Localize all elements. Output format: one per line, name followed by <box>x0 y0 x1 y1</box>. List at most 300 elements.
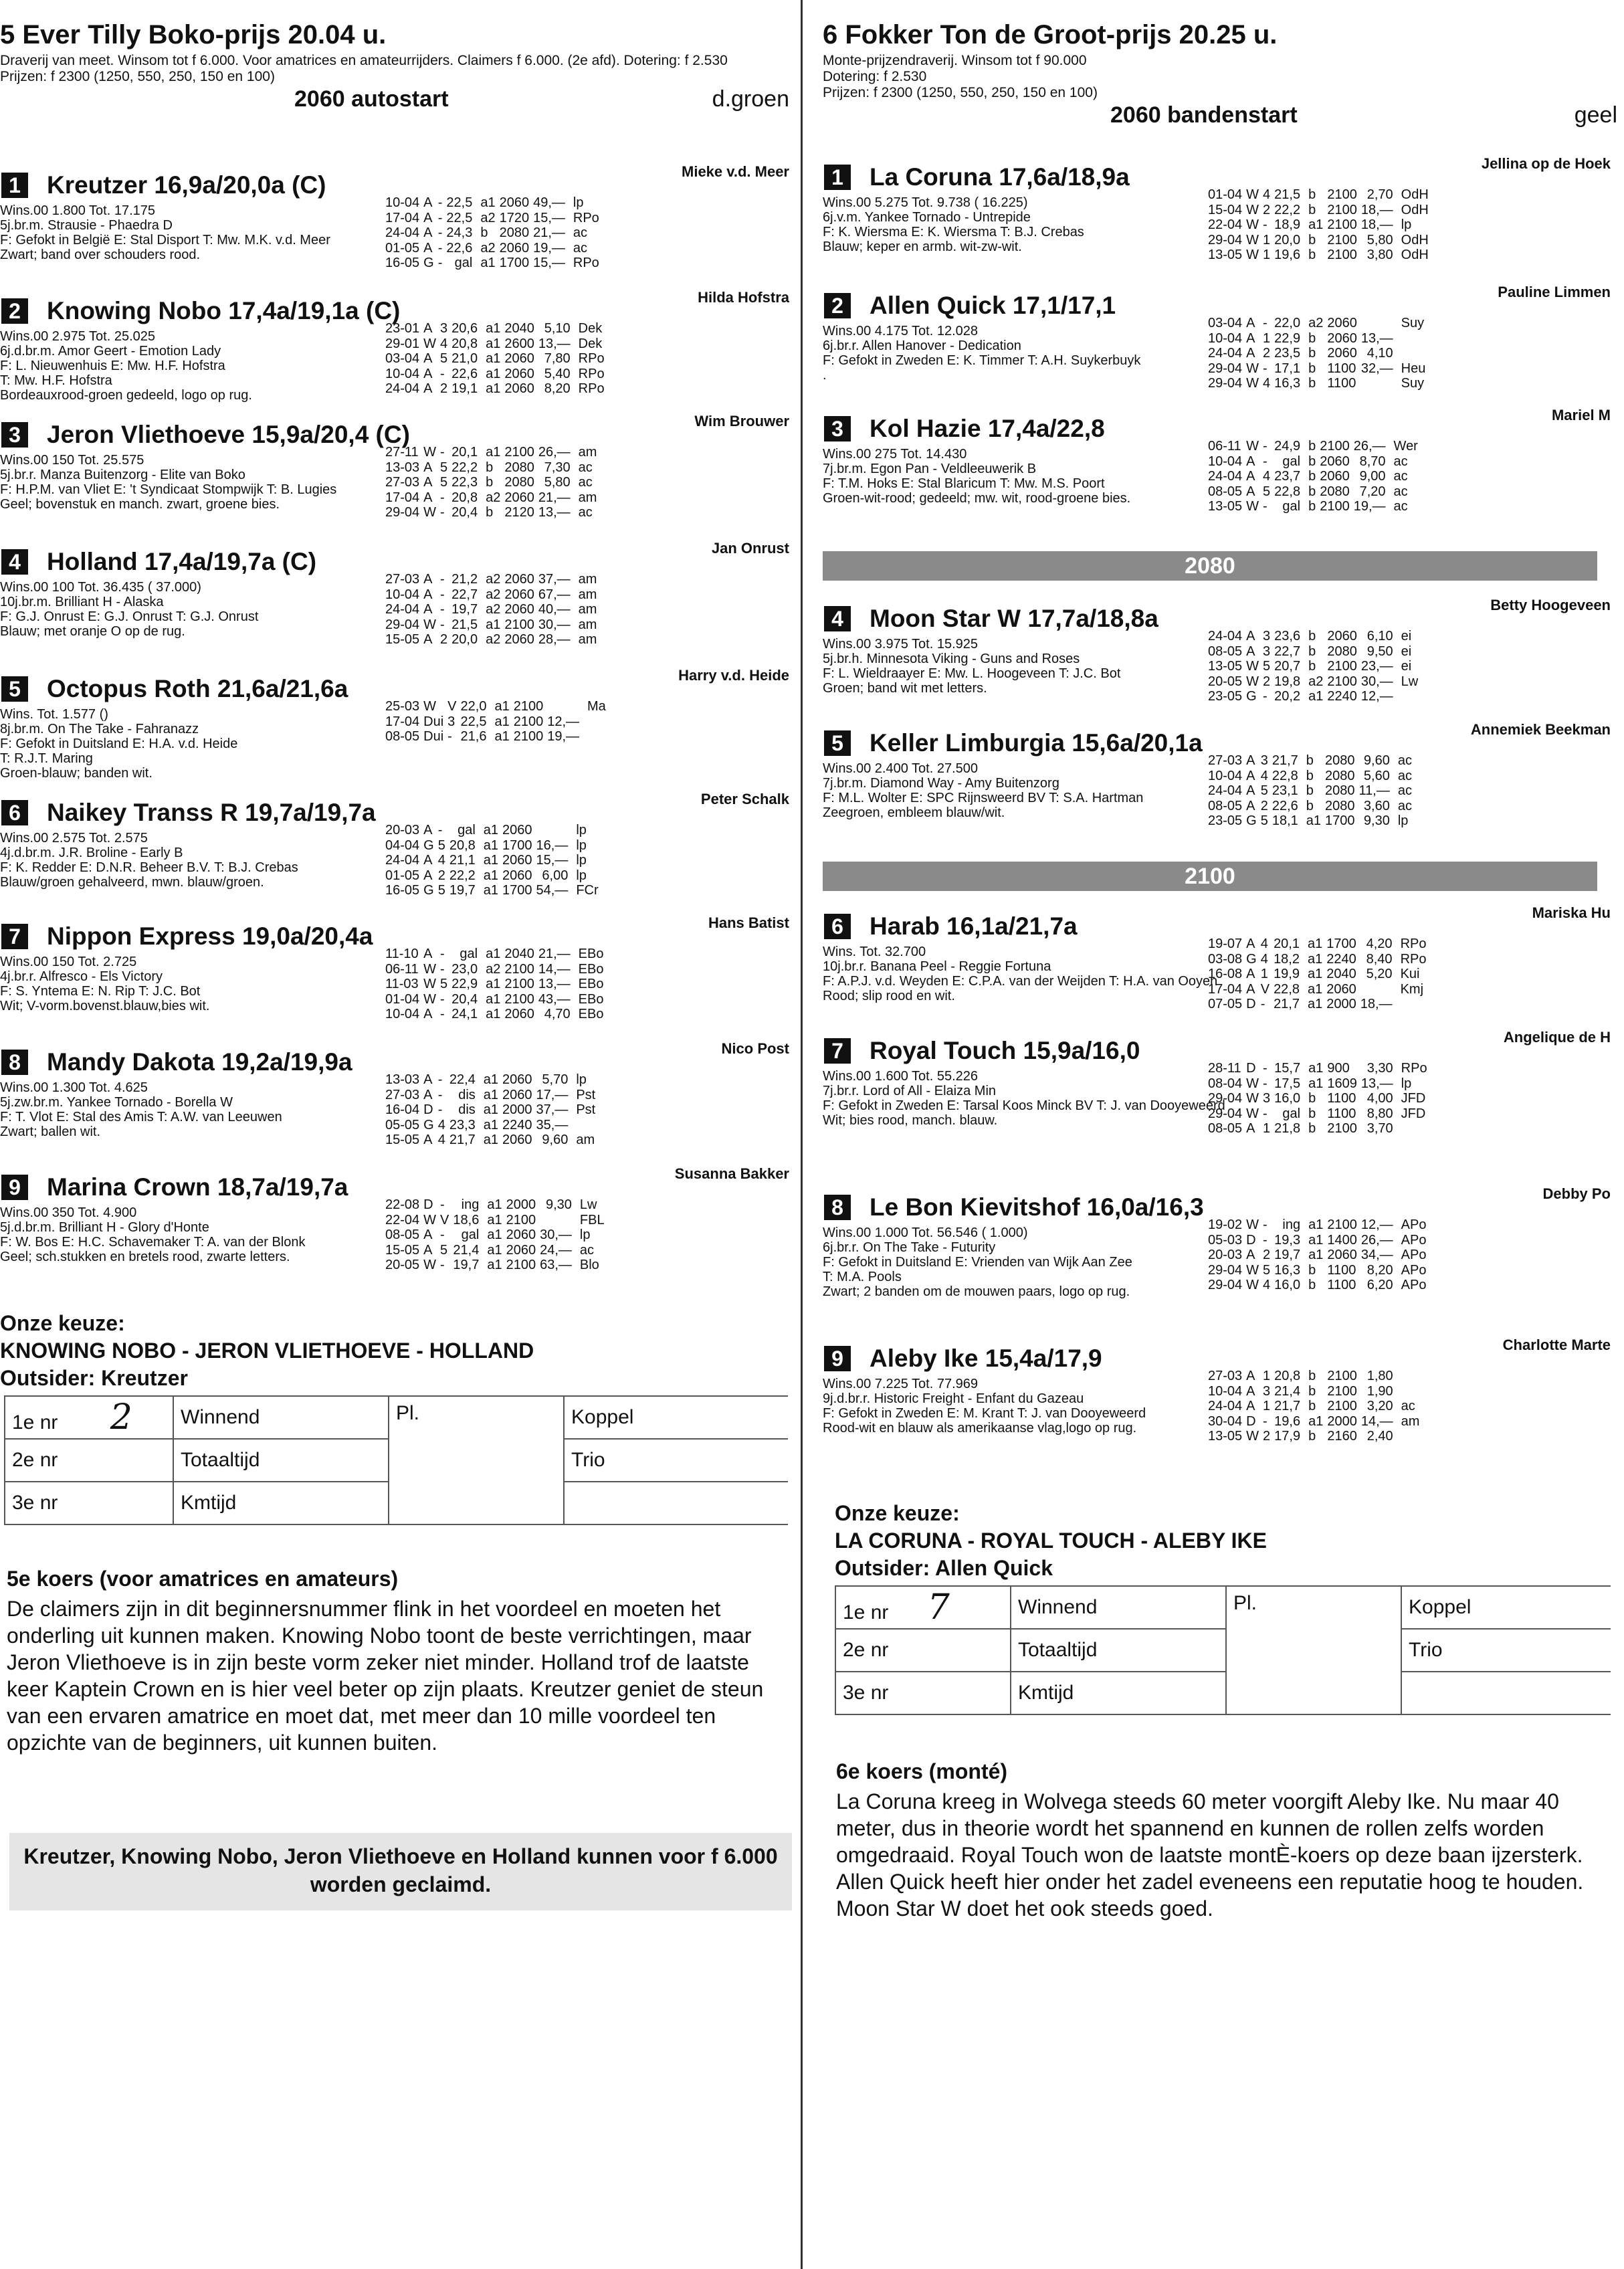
form-cell: a1 <box>483 1132 499 1147</box>
form-row <box>385 490 601 506</box>
horse-info-line: Wins.00 5.275 Tot. 9.738 ( 16.225) <box>823 195 1028 210</box>
form-cell: 18,— <box>1360 997 1393 1011</box>
form-row <box>1208 499 1422 514</box>
form-cell: 15-04 <box>1208 202 1243 217</box>
form-cell: 4 <box>437 1117 445 1132</box>
form-cell: - <box>440 617 445 632</box>
form-cell: b <box>1308 484 1316 499</box>
form-cell: a1 <box>483 1087 499 1102</box>
form-row <box>1208 952 1430 967</box>
horse-info-line: 5j.br.h. Minnesota Viking - Guns and Roses <box>823 652 1080 666</box>
form-cell: 9,00 <box>1359 469 1386 484</box>
horse-info-line: Rood-wit en blauw als amerikaanse vlag,logo op rug. <box>823 1421 1137 1436</box>
form-cell: A <box>1246 484 1255 499</box>
form-cell <box>1401 1121 1431 1137</box>
horse-number: 9 <box>1 1175 28 1200</box>
form-cell: b <box>1308 629 1316 644</box>
form-cell: 1100 <box>1327 376 1356 391</box>
horse-info-line: F: T. Vlot E: Stal des Amis T: A.W. van Leeuwen <box>0 1110 282 1124</box>
form-cell: - <box>440 1007 445 1021</box>
form-cell: 2160 <box>1327 1429 1357 1444</box>
form-cell: OdH <box>1401 187 1429 202</box>
form-cell: - <box>1263 1413 1267 1429</box>
form-cell: 2000 <box>1327 1413 1357 1429</box>
form-cell: D <box>423 1197 433 1212</box>
form-cell: 1 <box>1263 1121 1271 1136</box>
form-cell: A <box>423 381 433 396</box>
form-cell: 2100 <box>1327 1369 1357 1383</box>
form-cell: 4 <box>1263 376 1271 391</box>
form-cell: 7,30 <box>544 460 571 475</box>
horse-info-line: 5j.d.br.m. Brilliant H - Glory d'Honte <box>0 1220 209 1235</box>
form-cell: 3 <box>1263 1383 1271 1399</box>
form-cell: RPo <box>573 256 599 270</box>
bet-totaaltijd[interactable]: Totaaltijd <box>173 1439 389 1482</box>
form-row <box>1208 689 1422 704</box>
horse-name: Nippon Express 19,0a/20,4a <box>47 922 373 950</box>
form-cell: 2,40 <box>1366 1429 1393 1444</box>
form-cell: 29-04 <box>385 505 420 520</box>
driver-name: Annemiek Beekman <box>1470 721 1611 738</box>
form-cell: - <box>1263 1232 1267 1248</box>
form-cell: 6,10 <box>1366 629 1393 644</box>
form-cell: gal <box>458 823 476 837</box>
form-cell: 13,— <box>538 977 571 991</box>
form-cell: RPo <box>1401 1061 1427 1076</box>
horse-info <box>0 203 375 262</box>
form-cell: 04-04 <box>385 837 420 853</box>
form-cell: 2060 <box>1327 346 1357 361</box>
form-cell: 1,90 <box>1366 1383 1393 1399</box>
form-cell: 2060 <box>504 381 534 396</box>
form-row <box>385 1213 609 1228</box>
bet-row-label: 1e nr 7 <box>835 1586 1011 1629</box>
form-cell: 19,3 <box>1274 1232 1301 1248</box>
form-cell: 2060 <box>1326 981 1356 997</box>
form-cell: A <box>423 210 433 225</box>
form-row <box>385 977 607 992</box>
form-cell: 27-03 <box>385 1087 420 1102</box>
horse-info-line: F: K. Redder E: D.N.R. Beheer B.V. T: B.J. Crebas <box>0 860 298 875</box>
form-cell: 27-03 <box>385 475 420 490</box>
form-cell: 16,0 <box>1274 1278 1301 1292</box>
form-cell: 08-05 <box>1208 484 1243 499</box>
horse-info-line: Wins. Tot. 1.577 () <box>0 707 108 722</box>
form-cell: W <box>423 1212 437 1227</box>
form-cell: 21,— <box>533 225 565 240</box>
form-cell: 2060 <box>502 853 532 868</box>
form-cell: 9,60 <box>542 1132 569 1147</box>
bet-place[interactable]: Pl. <box>1226 1586 1401 1714</box>
form-cell: 27-03 <box>1208 753 1243 768</box>
form-cell: - <box>437 210 443 225</box>
choice-label: Onze keuze: <box>835 1501 960 1525</box>
form-row <box>385 699 610 714</box>
form-cell: A <box>423 1242 433 1258</box>
form-cell: - <box>440 1227 445 1242</box>
form-cell: - <box>447 729 452 744</box>
form-cell: 21,0 <box>451 351 478 366</box>
horse-number: 7 <box>824 1038 851 1064</box>
form-cell: 9,60 <box>1363 753 1390 768</box>
horse-name: Holland 17,4a/19,7a (C) <box>47 548 317 575</box>
form-cell: 2100 <box>1327 674 1357 689</box>
form-cell: - <box>440 1258 445 1272</box>
form-row <box>385 853 603 868</box>
form-cell: 24-04 <box>385 225 420 240</box>
form-cell: W <box>1246 499 1259 514</box>
form-cell: 11,— <box>1358 783 1390 798</box>
form-cell: 22,5 <box>460 714 487 729</box>
form-row <box>1208 1091 1431 1106</box>
form-cell: 22,3 <box>451 475 478 490</box>
form-cell: - <box>1260 997 1265 1011</box>
form-cell: 2240 <box>1327 689 1357 704</box>
form-cell: 3 <box>1260 753 1268 768</box>
horse-info <box>823 447 1197 506</box>
horse-info-line: F: M.L. Wolter E: SPC Rijnsweerd BV T: S.A. Hartman <box>823 791 1144 805</box>
bet-row-label: 2e nr <box>835 1629 1011 1672</box>
form-cell: 29-04 <box>1208 1262 1243 1278</box>
horse-info-line: F: T.M. Hoks E: Stal Blaricum T: Mw. M.S. Poort <box>823 476 1105 491</box>
form-cell: 5,60 <box>1363 768 1390 783</box>
form-cell: 24,— <box>540 1242 572 1258</box>
driver-name: Peter Schalk <box>700 791 789 807</box>
horse-number: 5 <box>1 676 28 702</box>
form-row <box>1208 331 1429 347</box>
form-cell: - <box>1263 1106 1267 1121</box>
form-cell: b <box>1308 1429 1316 1444</box>
bet-trio[interactable]: Trio <box>564 1439 788 1482</box>
form-cell: am <box>578 572 597 587</box>
form-cell: 4 <box>1260 936 1268 951</box>
bet-koppel[interactable]: Koppel <box>1401 1586 1611 1629</box>
horse-info-line: Blauw/groen gehalveerd, mwn. blauw/groen. <box>0 875 264 890</box>
form-cell: b <box>1308 454 1316 469</box>
horse-info-line: Wins.00 1.000 Tot. 56.546 ( 1.000) <box>823 1225 1028 1240</box>
form-cell: W <box>1246 248 1259 262</box>
bet-row-label: 1e nr 2 <box>5 1396 173 1439</box>
form-row <box>385 1132 599 1148</box>
form-cell: 22,8 <box>1274 484 1301 499</box>
form-cell: V <box>447 699 457 714</box>
horse-name: Knowing Nobo 17,4a/19,1a (C) <box>47 297 401 324</box>
form-cell: 22,6 <box>451 366 478 381</box>
form-cell: gal <box>461 1227 480 1242</box>
bet-koppel[interactable]: Koppel <box>564 1396 788 1439</box>
form-row <box>385 1118 599 1133</box>
form-cell: 20-03 <box>1208 1248 1243 1262</box>
form-cell: am <box>578 632 597 647</box>
form-cell: 23,6 <box>1274 629 1301 644</box>
form-cell: 8,70 <box>1359 454 1386 469</box>
form-cell: 03-04 <box>1208 316 1243 330</box>
bet-totaaltijd[interactable]: Totaaltijd <box>1011 1629 1226 1672</box>
bet-place[interactable]: Pl. <box>389 1396 564 1524</box>
form-cell: 8,80 <box>1366 1106 1393 1121</box>
form-cell: ac <box>573 240 588 256</box>
form-cell: 10-04 <box>1208 768 1243 783</box>
bet-row-label: 3e nr <box>835 1672 1011 1714</box>
form-cell: - <box>1263 499 1267 514</box>
form-cell: a1 <box>486 977 501 991</box>
form-cell: ac <box>579 1242 595 1258</box>
form-cell: FCr <box>576 883 599 898</box>
form-cell: 27-03 <box>385 572 420 587</box>
horse-info-line: Wins.00 4.175 Tot. 12.028 <box>823 324 979 338</box>
commentary-text: La Coruna kreeg in Wolvega steeds 60 meter voorgift Aleby Ike. Nu maar 40 meter, dus in theorie wordt het spannend en kunnen de rollen zelfs worden omgedraaid. Royal Touch won de laatste montÈ-koers op deze baan ijzersterk. Allen Quick heeft hier onder het zadel eveneens een reputatie hoog te houden. Moon Star W doet het ook steeds goed. <box>836 1789 1584 1920</box>
horse-info-line: Wins.00 2.400 Tot. 27.500 <box>823 761 979 776</box>
form-cell: ac <box>1397 768 1412 783</box>
horse-number: 4 <box>1 549 28 575</box>
form-cell: 67,— <box>538 587 571 602</box>
form-cell: EBo <box>578 977 604 991</box>
form-cell: 5,80 <box>544 475 571 490</box>
form-row <box>385 241 603 256</box>
form-row <box>1208 674 1422 690</box>
form-cell: a1 <box>1308 689 1324 704</box>
form-cell: 2 <box>1263 1248 1271 1262</box>
form-cell: D <box>1246 1413 1256 1429</box>
bet-trio[interactable]: Trio <box>1401 1629 1611 1672</box>
horse-info-line: 4j.d.br.m. J.R. Broline - Early B <box>0 846 183 860</box>
form-cell: b <box>486 475 494 490</box>
form-cell: 24-04 <box>1208 469 1243 484</box>
form-cell: 2100 <box>1327 248 1357 262</box>
form-cell: 21,5 <box>1274 187 1301 202</box>
form-cell: Blo <box>579 1258 599 1272</box>
form-cell: 1 <box>1263 1369 1271 1383</box>
form-cell <box>1401 331 1430 347</box>
form-cell: APo <box>1401 1262 1427 1278</box>
form-cell: ing <box>461 1197 480 1212</box>
form-cell: 1700 <box>502 837 532 853</box>
form-cell: EBo <box>578 947 604 961</box>
form-cell: a1 <box>483 853 499 868</box>
form-cell: b <box>486 460 494 475</box>
form-cell: 29-04 <box>1208 1278 1243 1292</box>
bet-form <box>4 1395 788 1525</box>
form-row <box>1208 1429 1423 1444</box>
form-cell: 2060 <box>499 195 530 210</box>
form-cell: a1 <box>480 256 496 270</box>
horse-number: 1 <box>1 173 28 198</box>
form-cell: W <box>1246 232 1259 248</box>
horse-info-line: F: Gefokt in Zweden E: M. Krant T: J. van Dooyeweerd <box>823 1406 1146 1421</box>
horse-entry <box>823 1185 1611 1299</box>
form-cell: a1 <box>1308 1232 1324 1248</box>
form-cell: 4 <box>1263 1278 1271 1292</box>
form-cell: 5 <box>437 837 445 853</box>
form-cell: - <box>440 602 445 617</box>
form-cell: W <box>1246 187 1259 202</box>
driver-name: Pauline Limmen <box>1498 284 1611 300</box>
horse-entry <box>823 1337 1611 1444</box>
form-cell: am <box>578 490 597 505</box>
form-cell: b <box>1308 1383 1316 1399</box>
race-distance-row <box>809 102 1617 129</box>
form-table <box>1208 753 1416 829</box>
form-row <box>385 868 603 884</box>
form-cell: RPo <box>1400 936 1427 951</box>
form-cell <box>540 1213 580 1228</box>
form-cell: 19-02 <box>1208 1217 1243 1232</box>
form-cell: 1720 <box>499 210 530 225</box>
form-cell: 9,30 <box>545 1197 572 1212</box>
form-cell: 15,— <box>536 853 569 868</box>
form-cell: 2100 <box>1327 659 1357 674</box>
form-cell: 16,3 <box>1274 376 1301 391</box>
form-row <box>1208 1061 1431 1076</box>
form-cell: RPo <box>578 351 605 366</box>
form-cell: 22,8 <box>1272 768 1298 783</box>
form-cell: 1400 <box>1327 1232 1357 1248</box>
form-cell: G <box>423 256 434 270</box>
form-row <box>385 947 607 962</box>
form-cell: am <box>576 1132 595 1147</box>
race-title: 5 Ever Tilly Boko-prijs 20.04 u. <box>0 20 387 50</box>
form-cell <box>536 823 577 838</box>
form-cell: 63,— <box>540 1258 572 1272</box>
horse-entry <box>0 413 796 520</box>
form-cell: W <box>1246 202 1259 217</box>
form-row <box>385 195 603 211</box>
form-cell: 23,7 <box>1274 469 1301 484</box>
horse-number: 8 <box>1 1050 28 1075</box>
bet-winnend[interactable]: Winnend <box>1011 1586 1226 1629</box>
horse-info-line: F: Gefokt in Zweden E: Tarsal Koos Minck BV T: J. van Dooyeweerd <box>823 1098 1225 1113</box>
form-cell: 4 <box>1263 187 1271 202</box>
form-cell: - <box>440 961 445 977</box>
horse-number: 9 <box>824 1346 851 1371</box>
form-cell: b <box>1308 499 1316 514</box>
form-cell: Dek <box>578 336 603 351</box>
form-cell: a1 <box>483 837 499 853</box>
form-cell: a1 <box>1308 997 1323 1011</box>
horse-info-line: 5j.br.r. Manza Buitenzorg - Elite van Boko <box>0 468 245 482</box>
form-cell: a1 <box>486 991 501 1007</box>
form-cell: 2060 <box>1327 316 1357 330</box>
form-cell: 20,8 <box>1274 1369 1301 1383</box>
form-cell: 3,70 <box>1366 1121 1393 1136</box>
horse-info <box>0 580 375 639</box>
driver-name: Harry v.d. Heide <box>678 667 789 684</box>
form-cell: 2080 <box>1325 753 1355 768</box>
choice-label: Onze keuze: <box>0 1311 125 1335</box>
form-cell: 2060 <box>502 1087 532 1102</box>
form-cell: 20,0 <box>1274 232 1301 248</box>
form-cell: Pst <box>576 1102 596 1117</box>
bet-kmtijd[interactable]: Kmtijd <box>1011 1672 1226 1714</box>
form-cell: G <box>423 837 434 853</box>
form-cell: 1700 <box>502 883 532 898</box>
column-divider <box>801 0 803 2269</box>
form-cell: ac <box>1397 753 1412 768</box>
form-cell: W <box>1246 1278 1259 1292</box>
form-cell: 2100 <box>504 445 534 460</box>
form-cell: 1100 <box>1327 1278 1356 1292</box>
form-cell: 7,80 <box>544 351 571 366</box>
horse-info-line: 8j.br.m. On The Take - Fahranazz <box>0 722 199 736</box>
form-cell: 5 <box>1263 484 1271 499</box>
form-row <box>385 256 603 271</box>
form-cell: ac <box>1397 798 1412 813</box>
bet-winnend[interactable]: Winnend <box>173 1396 389 1439</box>
horse-entry <box>823 284 1611 391</box>
form-cell: 19,— <box>1353 499 1386 514</box>
form-cell: A <box>1246 629 1255 644</box>
form-cell: a1 <box>487 1212 502 1227</box>
form-cell: 19,7 <box>453 1258 480 1272</box>
form-cell: a1 <box>486 351 501 366</box>
horse-number: 2 <box>824 293 851 318</box>
form-cell: 5,80 <box>1366 232 1393 248</box>
bet-kmtijd[interactable]: Kmtijd <box>173 1482 389 1524</box>
form-cell: 22,2 <box>1274 202 1301 217</box>
form-cell: 8,20 <box>1366 1262 1393 1278</box>
form-cell: 13-03 <box>385 1072 420 1087</box>
driver-name: Charlotte Marte <box>1502 1337 1611 1353</box>
form-cell: 2060 <box>504 632 534 647</box>
form-cell: 5 <box>437 883 445 898</box>
horse-info-line: Wins.00 1.600 Tot. 55.226 <box>823 1069 979 1084</box>
driver-name: Mariel M <box>1551 407 1611 423</box>
horse-info-line: Groen-wit-rood; gedeeld; mw. wit, rood-groene bies. <box>823 491 1131 506</box>
form-cell: 29-04 <box>385 617 420 632</box>
form-cell: 22,6 <box>446 240 473 256</box>
form-cell: a2 <box>486 572 501 587</box>
form-cell: a1 <box>1308 951 1323 967</box>
horse-entry <box>0 1165 796 1272</box>
form-cell: 17,— <box>536 1087 569 1102</box>
form-row <box>1208 659 1422 674</box>
form-cell: A <box>1246 469 1255 484</box>
form-cell: 19,— <box>533 240 565 256</box>
form-cell: A <box>1246 753 1255 768</box>
form-cell: 2100 <box>504 991 534 1007</box>
commentary-heading: 6e koers (monté) <box>836 1759 1008 1783</box>
form-cell: - <box>440 572 445 587</box>
form-cell: 2100 <box>513 699 544 714</box>
horse-info-line: Wins.00 100 Tot. 36.435 ( 37.000) <box>0 580 201 595</box>
form-cell: APo <box>1401 1248 1427 1262</box>
form-table <box>1208 936 1430 1012</box>
form-cell: b <box>1308 644 1316 659</box>
track-condition: d.groen <box>712 86 789 112</box>
form-cell: V <box>440 1212 449 1227</box>
form-table <box>1208 1369 1423 1444</box>
form-cell: 2100 <box>506 1258 536 1272</box>
horse-info-line: T: Mw. H.F. Hofstra <box>0 373 112 388</box>
form-cell: 20,4 <box>451 991 478 1007</box>
form-cell: Dek <box>578 321 603 336</box>
driver-name: Mariska Hu <box>1532 904 1611 921</box>
horse-entry <box>823 721 1611 828</box>
form-cell: a1 <box>1308 1061 1324 1076</box>
horse-name: Le Bon Kievitshof 16,0a/16,3 <box>870 1193 1204 1221</box>
horse-entry <box>823 1029 1611 1136</box>
form-cell: 2040 <box>504 321 534 336</box>
form-cell: lp <box>576 837 587 853</box>
form-cell: 22,4 <box>449 1072 476 1087</box>
form-cell: dis <box>458 1102 476 1117</box>
form-cell: 19,7 <box>451 602 478 617</box>
form-cell: V <box>1260 981 1270 997</box>
form-cell: A <box>423 351 433 366</box>
race-description: Monte-prijzendraverij. Winsom tot f 90.000 Dotering: f 2.530 Prijzen: f 2300 (1250, 550, 250, 150 en 100) <box>823 53 1098 100</box>
form-cell: ac <box>1397 783 1412 798</box>
race-5-column <box>0 0 796 2269</box>
